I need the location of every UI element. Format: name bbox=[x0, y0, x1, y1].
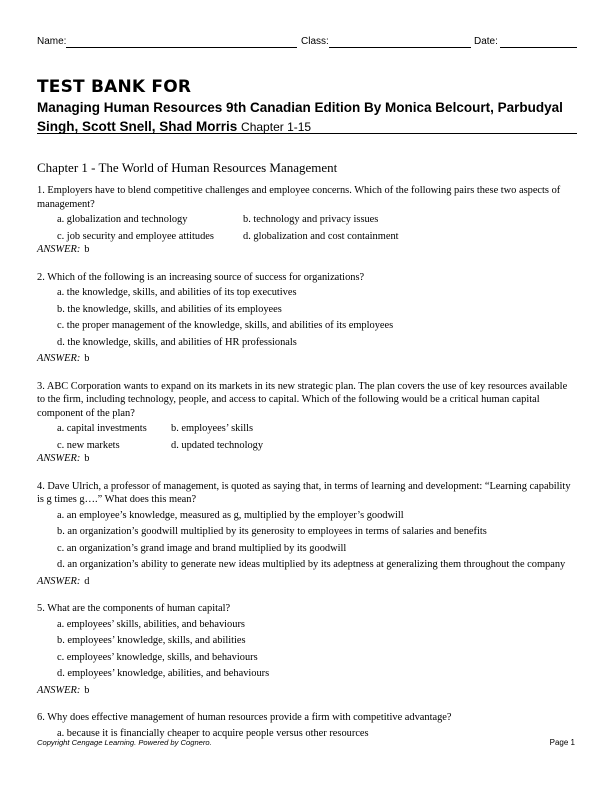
option-c: c. the proper management of the knowledge, skills, and abilities of its employees bbox=[57, 320, 394, 331]
option-c: c. job security and employee attitudes bbox=[57, 230, 214, 242]
answer-label: ANSWER: bbox=[37, 244, 81, 255]
answer-options bbox=[57, 213, 577, 243]
test-bank-title: TEST BANK FOR bbox=[37, 77, 192, 97]
option-a: a. capital investments bbox=[57, 423, 147, 434]
question-stem: 2. Which of the following is an increasing source of success for organizations? bbox=[37, 271, 365, 283]
option-a: a. globalization and technology bbox=[57, 214, 188, 225]
answer-label: ANSWER: bbox=[37, 684, 81, 696]
answer-value: d bbox=[84, 575, 90, 587]
answer-line bbox=[37, 684, 577, 698]
option-a: a. an employee’s knowledge, measured as g, multiplied by the employer’s goodwill bbox=[57, 509, 404, 521]
page-number: Page 1 bbox=[549, 738, 575, 747]
option-c: c. an organization’s grand image and brand multiplied by its goodwill bbox=[57, 542, 347, 554]
question-stem: 1. Employers have to blend competitive challenges and employee concerns. Which of the following pairs these two aspects of management? bbox=[37, 185, 561, 210]
answer-options bbox=[57, 618, 577, 681]
option-b: b. employees’ knowledge, skills, and abilities bbox=[57, 635, 246, 646]
copyright-notice: Copyright Cengage Learning. Powered by Cognero. bbox=[37, 738, 212, 747]
date-label: Date: bbox=[474, 36, 498, 47]
option-c: c. new markets bbox=[57, 439, 120, 451]
option-d: d. an organization’s ability to generate new ideas multiplied by its adeptness at generalizing them throughout the company bbox=[57, 559, 566, 570]
chapter-heading: Chapter 1 - The World of Human Resources Management bbox=[37, 160, 338, 175]
name-label: Name: bbox=[37, 36, 67, 47]
question-stem: 4. Dave Ulrich, a professor of management, is quoted as saying that, in terms of learning and development: “Learning capability is g times g….” What does this mean? bbox=[37, 480, 571, 505]
answer-line bbox=[37, 452, 577, 466]
option-d: d. the knowledge, skills, and abilities of HR professionals bbox=[57, 336, 297, 348]
question-3 bbox=[37, 380, 577, 466]
question-4 bbox=[37, 480, 577, 589]
question-6 bbox=[37, 711, 577, 740]
option-d: d. globalization and cost containment bbox=[243, 230, 399, 242]
book-subtitle bbox=[37, 98, 582, 137]
class-field-line bbox=[329, 47, 471, 48]
option-b: b. an organization’s goodwill multiplied by its generosity to employees in terms of salaries and benefits bbox=[57, 526, 487, 537]
answer-value: b bbox=[84, 353, 90, 364]
answer-line bbox=[37, 352, 577, 366]
title-divider bbox=[37, 133, 577, 134]
date-field-line bbox=[500, 47, 577, 48]
question-stem: 3. ABC Corporation wants to expand on its markets in its new strategic plan. The plan covers the use of key resources available to the firm, including technology, people, and access to capital. Which of the following would be a critical human capital component of the plan? bbox=[37, 380, 568, 419]
name-field-line bbox=[66, 47, 297, 48]
question-stem: 5. What are the components of human capital? bbox=[37, 603, 231, 614]
option-d: d. updated technology bbox=[171, 439, 264, 451]
answer-label: ANSWER: bbox=[37, 453, 81, 464]
question-1 bbox=[37, 184, 577, 257]
answer-options bbox=[57, 286, 577, 349]
option-b: b. employees’ skills bbox=[171, 423, 254, 434]
option-c: c. employees’ knowledge, skills, and behaviours bbox=[57, 651, 258, 663]
option-a: a. the knowledge, skills, and abilities of its top executives bbox=[57, 287, 297, 298]
answer-options bbox=[57, 422, 577, 452]
answer-label: ANSWER: bbox=[37, 353, 81, 364]
option-a: a. because it is financially cheaper to acquire people versus other resources bbox=[57, 727, 369, 739]
option-b: b. the knowledge, skills, and abilities of its employees bbox=[57, 303, 282, 315]
student-info-header bbox=[37, 36, 577, 50]
answer-label: ANSWER: bbox=[37, 575, 81, 587]
question-stem: 6. Why does effective management of human resources provide a firm with competitive advantage? bbox=[37, 712, 452, 723]
chapter-range: Chapter 1-15 bbox=[241, 120, 312, 134]
option-b: b. technology and privacy issues bbox=[243, 214, 379, 225]
question-2 bbox=[37, 271, 577, 366]
answer-options bbox=[57, 509, 577, 572]
answer-value: b bbox=[84, 684, 90, 696]
option-d: d. employees’ knowledge, abilities, and behaviours bbox=[57, 668, 270, 679]
question-5 bbox=[37, 602, 577, 697]
answer-line bbox=[37, 243, 577, 257]
answer-line bbox=[37, 575, 577, 589]
option-a: a. employees’ skills, abilities, and behaviours bbox=[57, 618, 245, 630]
class-label: Class: bbox=[301, 36, 329, 47]
answer-value: b bbox=[84, 244, 90, 255]
book-title-authors: Managing Human Resources 9th Canadian Edition By Monica Belcourt, Parbudyal Singh, Scott Snell, Shad Morris bbox=[37, 100, 563, 134]
question-list bbox=[37, 184, 577, 754]
answer-value: b bbox=[84, 453, 90, 464]
